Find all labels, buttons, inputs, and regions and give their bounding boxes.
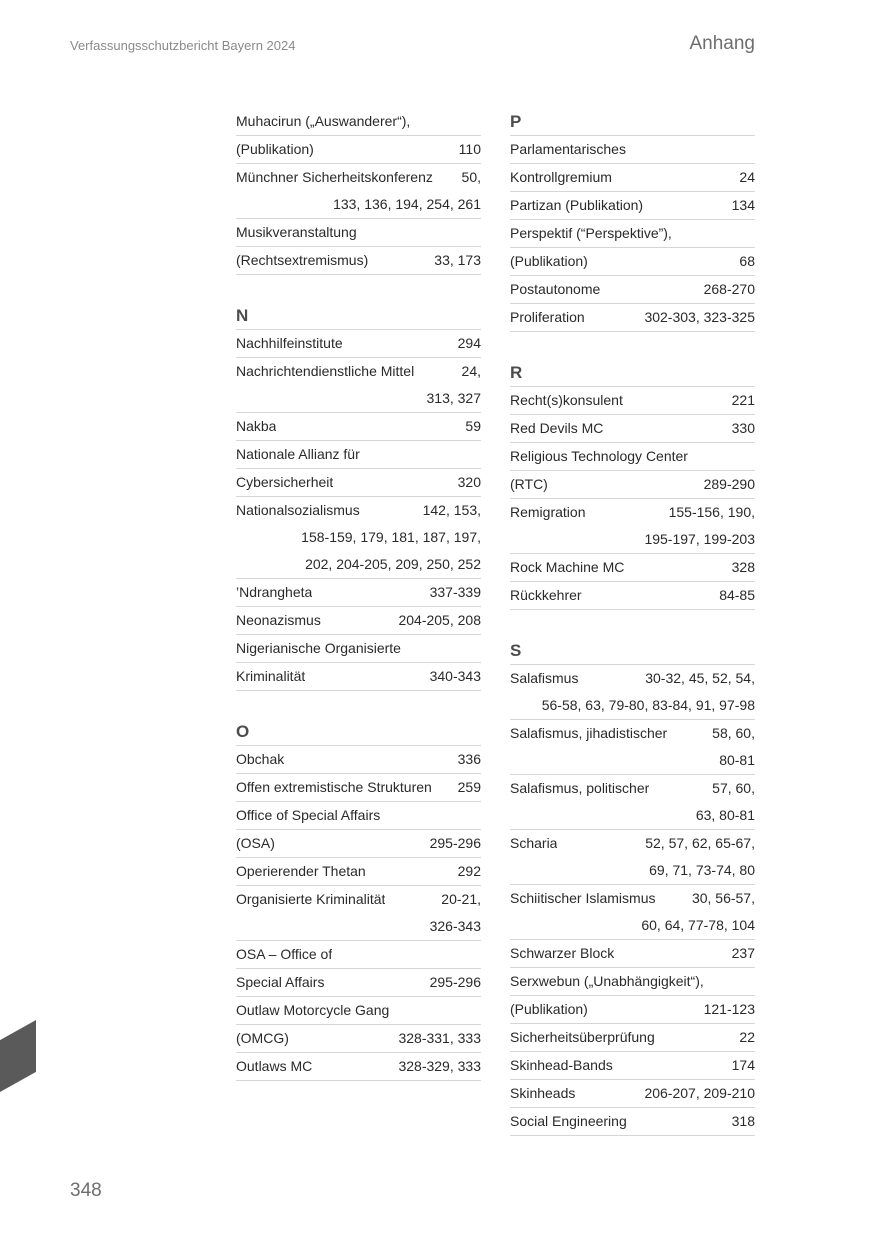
index-term: Office of Special Affairs	[236, 807, 381, 823]
index-entry	[236, 164, 481, 219]
index-term: (Publikation)	[510, 1001, 588, 1017]
index-page-refs: 328	[731, 559, 755, 575]
index-term: Serxwebun („Unabhängigkeit“),	[510, 973, 704, 989]
index-letter-heading: O	[236, 718, 481, 746]
index-entry	[236, 441, 481, 497]
index-page-refs: 121-123	[703, 1001, 755, 1017]
index-term: Red Devils MC	[510, 420, 604, 436]
index-page-refs: 174	[731, 1057, 755, 1073]
index-page-refs: 294	[457, 335, 481, 351]
index-page-refs: 60, 64, 77-78, 104	[641, 917, 755, 933]
index-entry	[510, 415, 755, 443]
index-page-refs: 30-32, 45, 52, 54,	[645, 670, 755, 686]
index-term: Proliferation	[510, 309, 585, 325]
index-term: Religious Technology Center	[510, 448, 688, 464]
index-term: Neonazismus	[236, 612, 321, 628]
index-page-refs: 80-81	[719, 752, 755, 768]
index-entry	[236, 886, 481, 941]
index-page-refs: 328-329, 333	[398, 1058, 481, 1074]
index-page-refs: 24,	[461, 363, 481, 379]
index-term: Perspektif (“Perspektive”),	[510, 225, 672, 241]
index-entry	[510, 720, 755, 775]
index-entry	[510, 304, 755, 332]
index-page-refs: 84-85	[719, 587, 755, 603]
section-spacer	[236, 691, 481, 718]
index-entry	[510, 1080, 755, 1108]
index-entry	[236, 997, 481, 1053]
index-term: Organisierte Kriminalität	[236, 891, 386, 907]
section-spacer	[510, 610, 755, 637]
index-term: Schiitischer Islamismus	[510, 890, 656, 906]
index-page-refs: 202, 204-205, 209, 250, 252	[305, 556, 481, 572]
index-term: Partizan (Publikation)	[510, 197, 644, 213]
index-page-refs: 326-343	[429, 918, 481, 934]
page-number: 348	[70, 1180, 102, 1201]
index-term: Salafismus, jihadistischer	[510, 725, 668, 741]
index-entry	[510, 885, 755, 940]
index-term: Rückkehrer	[510, 587, 582, 603]
section-spacer	[510, 332, 755, 359]
index-page-refs: 133, 136, 194, 254, 261	[333, 196, 481, 212]
index-page-refs: 134	[731, 197, 755, 213]
index-page-refs: 142, 153,	[422, 502, 481, 518]
index-page-refs: 330	[731, 420, 755, 436]
index-term: Obchak	[236, 751, 285, 767]
index-term: (RTC)	[510, 476, 548, 492]
index-term: Nakba	[236, 418, 277, 434]
index-page-refs: 110	[458, 141, 481, 157]
index-entry	[236, 802, 481, 858]
index-page-refs: 268-270	[703, 281, 755, 297]
index-letter-heading: P	[510, 108, 755, 136]
index-term: (Rechtsextremismus)	[236, 252, 369, 268]
index-page-refs: 30, 56-57,	[691, 890, 755, 906]
index-entry	[510, 136, 755, 192]
index-page-refs: 292	[457, 863, 481, 879]
index-term: Special Affairs	[236, 974, 325, 990]
index-entry	[236, 941, 481, 997]
index-page-refs: 68	[739, 253, 755, 269]
index-entry	[510, 775, 755, 830]
index-page-refs: 22	[739, 1029, 755, 1045]
index-page-refs: 318	[731, 1113, 755, 1129]
index-entry	[510, 830, 755, 885]
index-term: Salafismus, politischer	[510, 780, 650, 796]
index-page-refs: 58, 60,	[712, 725, 755, 741]
index-term: Skinhead-Bands	[510, 1057, 613, 1073]
index-term: (OSA)	[236, 835, 275, 851]
index-term: (Publikation)	[236, 141, 314, 157]
index-page-refs: 24	[739, 169, 755, 185]
index-entry	[236, 774, 481, 802]
index-page-refs: 50,	[461, 169, 481, 185]
index-entry	[236, 108, 481, 164]
index-term: Muhacirun („Auswanderer“),	[236, 113, 411, 129]
index-term: Postautonome	[510, 281, 601, 297]
index-term: Nationalsozialismus	[236, 502, 360, 518]
index-page-refs: 237	[731, 945, 755, 961]
index-entry	[510, 387, 755, 415]
index-page-refs: 57, 60,	[712, 780, 755, 796]
index-entry	[236, 219, 481, 275]
index-entry	[236, 635, 481, 691]
index-entry	[510, 192, 755, 220]
index-page-refs: 295-296	[429, 974, 481, 990]
index-entry	[236, 607, 481, 635]
index-term: (Publikation)	[510, 253, 588, 269]
index-entry	[236, 858, 481, 886]
index-entry	[510, 1108, 755, 1136]
index-term: Remigration	[510, 504, 586, 520]
index-entry	[510, 220, 755, 276]
index-page-refs: 52, 57, 62, 65-67,	[645, 835, 755, 851]
index-term: Nigerianische Organisierte	[236, 640, 401, 656]
index-page-refs: 195-197, 199-203	[644, 531, 755, 547]
index-page-refs: 337-339	[429, 584, 481, 600]
index-column-left	[236, 108, 481, 1081]
index-page-refs: 63, 80-81	[695, 807, 755, 823]
index-page-refs: 206-207, 209-210	[644, 1085, 755, 1101]
index-letter-heading: S	[510, 637, 755, 665]
index-page-refs: 320	[457, 474, 481, 490]
index-entry	[236, 1053, 481, 1081]
index-term: Skinheads	[510, 1085, 576, 1101]
index-entry	[236, 746, 481, 774]
running-header-title: Verfassungsschutzbericht Bayern 2024	[70, 38, 296, 53]
index-term: Kontrollgremium	[510, 169, 612, 185]
index-entry	[236, 358, 481, 413]
index-page-refs: 158-159, 179, 181, 187, 197,	[301, 529, 481, 545]
index-page-refs: 328-331, 333	[398, 1030, 481, 1046]
index-entry	[510, 499, 755, 554]
index-term: Nachhilfeinstitute	[236, 335, 343, 351]
index-page-refs: 302-303, 323-325	[644, 309, 755, 325]
index-entry	[236, 497, 481, 579]
index-page-refs: 295-296	[429, 835, 481, 851]
index-page-refs: 69, 71, 73-74, 80	[649, 862, 755, 878]
index-page-refs: 155-156, 190,	[668, 504, 755, 520]
index-entry	[510, 1052, 755, 1080]
index-term: Recht(s)konsulent	[510, 392, 623, 408]
index-term: OSA – Office of	[236, 946, 333, 962]
index-page-refs: 340-343	[429, 668, 481, 684]
index-page-refs: 313, 327	[426, 390, 481, 406]
index-entry	[236, 413, 481, 441]
index-term: Münchner Sicherheitskonferenz	[236, 169, 433, 185]
index-entry	[510, 443, 755, 499]
side-tab-marker	[0, 1020, 36, 1092]
index-entry	[236, 330, 481, 358]
index-term: Social Engineering	[510, 1113, 627, 1129]
index-term: Nationale Allianz für	[236, 446, 360, 462]
index-term: Salafismus	[510, 670, 579, 686]
index-letter-heading: R	[510, 359, 755, 387]
index-term: Musikveranstaltung	[236, 224, 357, 240]
index-page-refs: 259	[457, 779, 481, 795]
index-page-refs: 59	[465, 418, 481, 434]
index-term: Operierender Thetan	[236, 863, 366, 879]
index-term: Kriminalität	[236, 668, 306, 684]
index-term: Outlaw Motorcycle Gang	[236, 1002, 390, 1018]
index-entry	[510, 554, 755, 582]
index-term: Schwarzer Block	[510, 945, 615, 961]
running-header-section: Anhang	[689, 33, 755, 54]
index-entry	[236, 579, 481, 607]
index-term: Outlaws MC	[236, 1058, 313, 1074]
index-column-right	[510, 108, 755, 1136]
index-entry	[510, 276, 755, 304]
index-entry	[510, 665, 755, 720]
index-page-refs: 204-205, 208	[398, 612, 481, 628]
index-term: ’Ndrangheta	[236, 584, 313, 600]
index-term: Rock Machine MC	[510, 559, 625, 575]
index-letter-heading: N	[236, 302, 481, 330]
index-term: (OMCG)	[236, 1030, 289, 1046]
index-page-refs: 56-58, 63, 79-80, 83-84, 91, 97-98	[541, 697, 755, 713]
index-page-refs: 221	[731, 392, 755, 408]
index-page-refs: 20-21,	[441, 891, 481, 907]
index-term: Scharia	[510, 835, 558, 851]
index-page-refs: 336	[457, 751, 481, 767]
index-entry	[510, 940, 755, 968]
section-spacer	[236, 275, 481, 302]
index-term: Cybersicherheit	[236, 474, 334, 490]
index-entry	[510, 582, 755, 610]
index-term: Offen extremistische Strukturen	[236, 779, 432, 795]
index-entry	[510, 968, 755, 1024]
index-page-refs: 289-290	[703, 476, 755, 492]
index-term: Parlamentarisches	[510, 141, 626, 157]
index-entry	[510, 1024, 755, 1052]
index-term: Nachrichtendienstliche Mittel	[236, 363, 415, 379]
index-term: Sicherheitsüberprüfung	[510, 1029, 655, 1045]
index-page-refs: 33, 173	[434, 252, 481, 268]
